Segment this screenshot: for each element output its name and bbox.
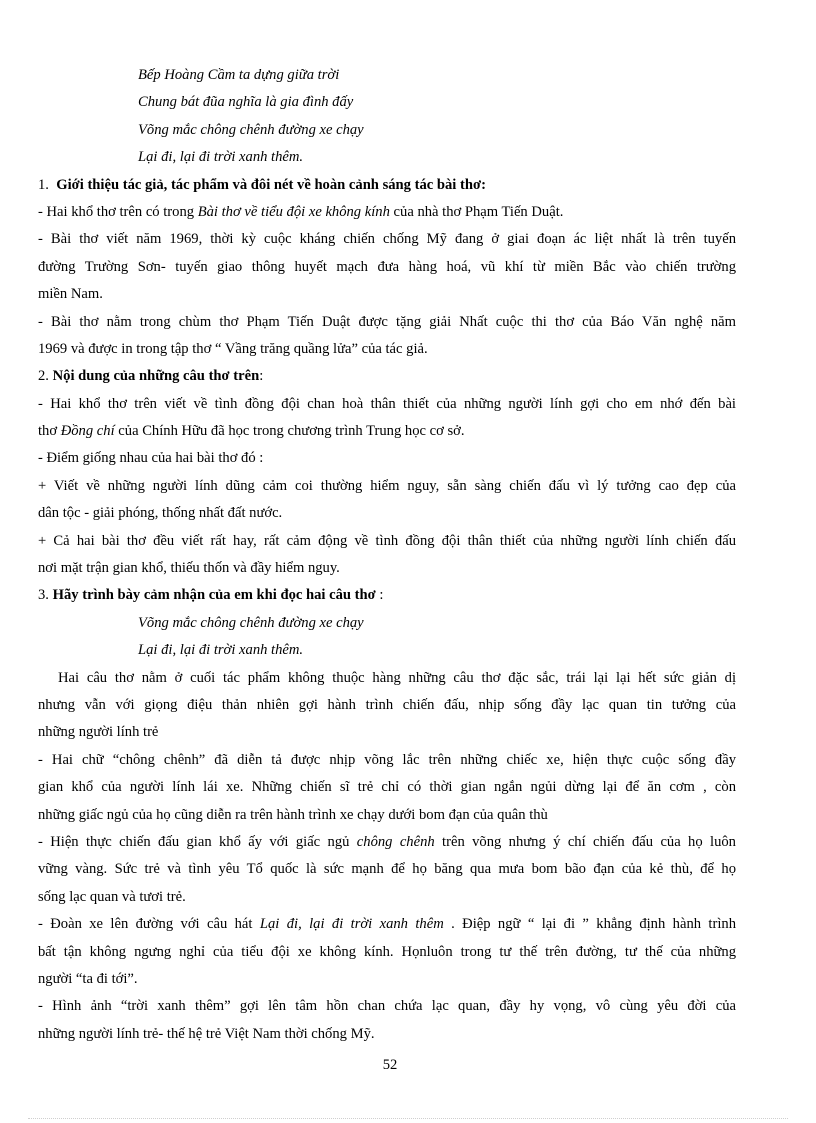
- paragraph-line: những người lính trẻ- thế hệ trẻ Việt Nam thời chống Mỹ.: [38, 1025, 375, 1042]
- text-run: thơ: [38, 423, 61, 440]
- work-title: Bài thơ về tiểu đội xe không kính: [197, 203, 390, 220]
- heading-number: 1.: [38, 176, 49, 193]
- heading-text: Hãy trình bày cảm nhận của em khi đọc hai câu thơ: [52, 587, 376, 604]
- text-run: - Hiện thực chiến đấu gian khổ ấy với giấc ngủ: [38, 833, 357, 850]
- text-run: của Chính Hữu đã học trong chương trình Trung học cơ sở.: [114, 423, 465, 440]
- emphasis: Lại đi, lại đi trời xanh thêm: [259, 916, 444, 933]
- paragraph-line: miền Nam.: [38, 286, 103, 303]
- section-1-heading: [38, 172, 736, 199]
- paragraph-line: - Bài thơ viết năm 1969, thời kỳ cuộc kháng chiến chống Mỹ đang ở giai đoạn ác liệt nhất là trên tuyến: [38, 231, 736, 248]
- section-2-heading: [38, 363, 736, 390]
- text-run: . Điệp ngữ “ lại đi ” khẳng định hành trình: [443, 916, 736, 933]
- paragraph-line: dân tộc - giải phóng, thống nhất đất nước.: [38, 505, 283, 522]
- paragraph-line: sống lạc quan và tươi trẻ.: [38, 888, 186, 905]
- paragraph-line: nhưng vẫn với giọng điệu thản nhiên gợi hành trình chiến đấu, nhịp sống đầy lạc quan tin tưởng của: [38, 696, 736, 713]
- paragraph-line: những giấc ngủ của họ cũng diễn ra trên hành trình xe chạy dưới bom đạn của quân thù: [38, 806, 548, 823]
- work-title: Đồng chí: [60, 423, 115, 440]
- paragraph-line: - Hai khổ thơ trên viết về tình đồng đội chan hoà thân thiết của những người lính gợi cho em nhớ đến bài: [38, 395, 736, 412]
- page-number: 52: [382, 1057, 398, 1073]
- paragraph-line: đường Trường Sơn- tuyến giao thông huyết mạch đưa hàng hoá, vũ khí từ miền Bắc vào chiến trường: [38, 258, 736, 275]
- page-divider: [28, 1118, 788, 1119]
- paragraph-line: nơi mặt trận gian khổ, thiếu thốn và đầy hiểm nguy.: [38, 560, 340, 577]
- paragraph-line: những người lính trẻ: [38, 724, 159, 741]
- poem-line: Chung bát đũa nghĩa là gia đình đấy: [138, 94, 354, 111]
- paragraph-line: Hai câu thơ nằm ở cuối tác phẩm không thuộc hàng những câu thơ đặc sắc, trái lại lại hết sức giản dị: [58, 669, 736, 686]
- paragraph-line: bất tận không ngưng nghỉ của tiểu đội xe không kính. Họnluôn trong tư thế trên đường, tư thế của những: [38, 943, 736, 960]
- poem-line: Bếp Hoàng Cầm ta dựng giữa trời: [138, 67, 340, 83]
- paragraph-line: - Điểm giống nhau của hai bài thơ đó :: [38, 450, 264, 467]
- paragraph-line: + Cả hai bài thơ đều viết rất hay, rất cảm động về tình đồng đội thân thiết của những người lính chiến đấu: [38, 532, 736, 549]
- heading-number: 3.: [38, 587, 49, 604]
- document-page: [38, 62, 736, 1048]
- paragraph-line: người “ta đi tới”.: [38, 970, 138, 987]
- paragraph-line: - Hình ảnh “trời xanh thêm” gợi lên tâm hồn chan chứa lạc quan, đầy hy vọng, vô cùng yêu đời của: [38, 998, 736, 1015]
- heading-tail: :: [259, 368, 264, 385]
- paragraph-line: + Viết về những người lính dũng cảm coi thường hiểm nguy, sẵn sàng chiến đấu vì lý tưởng cao đẹp của: [38, 477, 736, 494]
- section-3-heading: [38, 582, 736, 609]
- heading-text: Giới thiệu tác giả, tác phẩm và đôi nét về hoàn cảnh sáng tác bài thơ:: [56, 176, 486, 193]
- paragraph-line: [38, 829, 736, 856]
- paragraph-line: [38, 199, 736, 226]
- text-run: - Đoàn xe lên đường với câu hát: [38, 916, 260, 933]
- paragraph-line: vững vàng. Sức trẻ và tình yêu Tổ quốc là sức mạnh để họ băng qua mưa bom bão đạn của kẻ thù, để họ: [38, 861, 736, 878]
- paragraph-line: gian khổ của người lính lái xe. Những chiến sĩ trẻ chỉ có thời gian ngắn ngủi dừng lại để ăn cơm , còn: [38, 779, 736, 796]
- paragraph-line: - Bài thơ nằm trong chùm thơ Phạm Tiến Duật được tặng giải Nhất cuộc thi thơ của Báo Văn nghệ năm: [38, 313, 736, 330]
- text-run: của nhà thơ Phạm Tiến Duật.: [389, 203, 564, 220]
- poem-line: Lại đi, lại đi trời xanh thêm.: [138, 149, 304, 166]
- heading-text: Nội dung của những câu thơ trên: [52, 368, 260, 385]
- text-run: - Hai khổ thơ trên có trong: [38, 203, 198, 220]
- paragraph-line: [38, 418, 736, 445]
- heading-tail: :: [375, 587, 384, 604]
- poem-line: Võng mắc chông chênh đường xe chạy: [138, 614, 364, 631]
- paragraph-line: 1969 và được in trong tập thơ “ Vầng trăng quầng lửa” của tác giả.: [38, 340, 428, 357]
- emphasis: chông chênh: [356, 833, 435, 850]
- heading-number: 2.: [38, 368, 49, 385]
- poem-line: Võng mắc chông chênh đường xe chạy: [138, 121, 364, 138]
- poem-line: Lại đi, lại đi trời xanh thêm.: [138, 642, 304, 659]
- text-run: trên võng nhưng ý chí chiến đấu của họ luôn: [434, 833, 736, 850]
- paragraph-line: [38, 911, 736, 938]
- paragraph-line: - Hai chữ “chông chênh” đã diễn tả được nhịp võng lắc trên những chiếc xe, hiện thực cuộc sống đầy: [38, 751, 736, 768]
